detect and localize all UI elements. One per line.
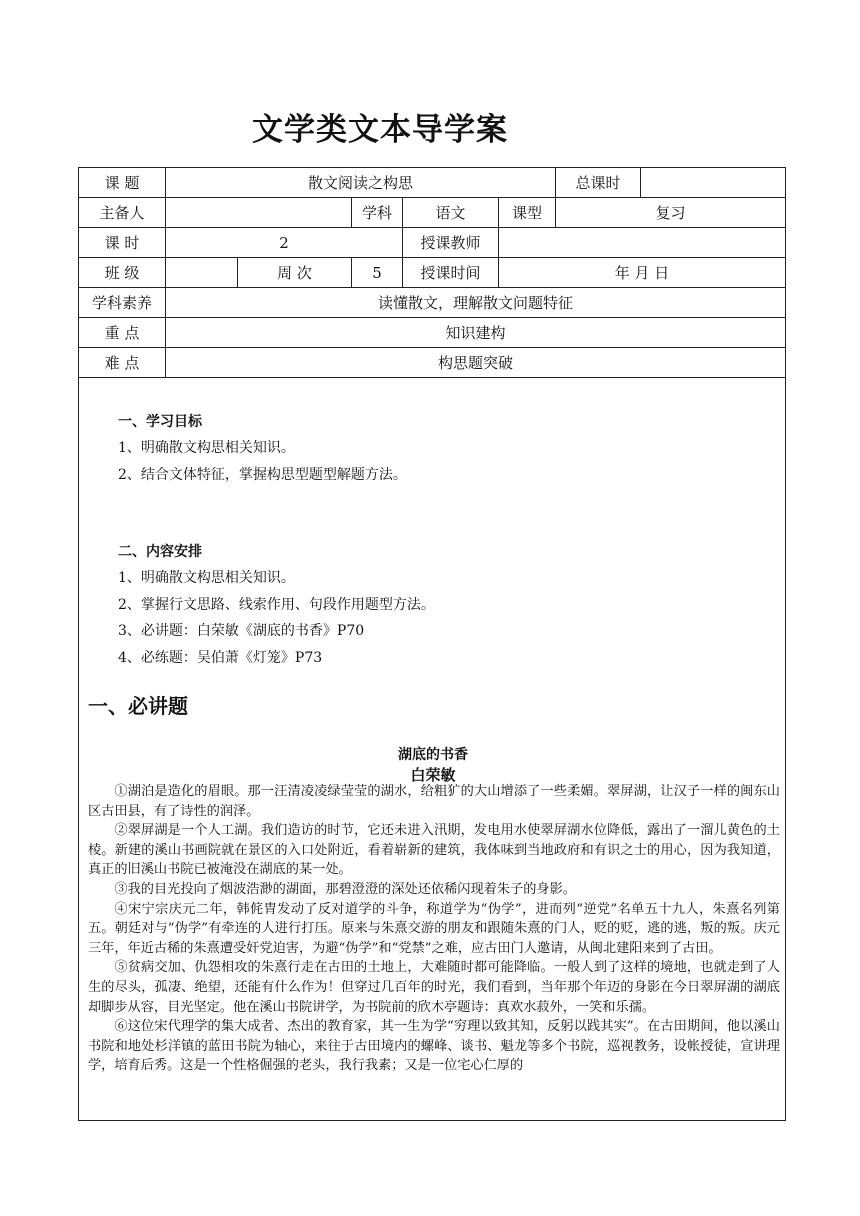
content-item: 2、掌握行文思路、线索作用、句段作用题型方法。 <box>118 597 435 613</box>
value-lesson-type: 复习 <box>556 198 786 228</box>
label-week: 周 次 <box>238 258 352 288</box>
value-total-hours <box>641 168 786 198</box>
value-periods: 2 <box>166 228 403 258</box>
content-item: 1、明确散文构思相关知识。 <box>118 570 295 586</box>
label-key-point: 重 点 <box>79 318 166 348</box>
article-paragraph: ⑥这位宋代理学的集大成者、杰出的教育家，其一生为学“穷理以致其知，反躬以践其实”。在古田期间，他以溪山书院和地处杉洋镇的蓝田书院为轴心，来往于古田境内的螺峰、谈书、魁龙等多个书院，巡视教务，设帐授徒，宣讲理学，培育后秀。这是一个性格倔强的老头，我行我素；又是一位宅心仁厚的 <box>88 1019 780 1074</box>
content-item: 3、必讲题：白荣敏《湖底的书香》P70 <box>118 623 365 639</box>
label-topic: 课 题 <box>79 168 166 198</box>
value-class <box>166 258 238 288</box>
value-teacher <box>499 228 786 258</box>
table-row <box>79 168 786 198</box>
value-preparer <box>166 198 352 228</box>
table-row <box>79 288 786 318</box>
objectives-heading: 一、学习目标 <box>118 414 202 430</box>
article-paragraph: ③我的目光投向了烟波浩渺的湖面，那碧澄澄的深处还依稀闪现着朱子的身影。 <box>114 881 576 897</box>
label-literacy: 学科素养 <box>79 288 166 318</box>
table-row <box>79 318 786 348</box>
table-row <box>79 228 786 258</box>
article-title: 湖底的书香 <box>398 747 468 763</box>
content-heading: 二、内容安排 <box>118 544 202 560</box>
label-teacher: 授课教师 <box>403 228 499 258</box>
article-paragraph: ④宋宁宗庆元二年，韩侂胄发动了反对道学的斗争，称道学为“伪学”，进而列“逆党”名单五十九人，朱熹名列第五。朝廷对与“伪学”有牵连的人进行打压。原来与朱熹交游的朋友和跟随朱熹的门人，贬的贬，逃的逃，叛的叛。庆元三年，年近古稀的朱熹遭受奸党迫害，为避“伪学”和“党禁”之难，应古田门人邀请，从闽北建阳来到了古田。 <box>88 901 780 956</box>
value-difficulty: 构思题突破 <box>166 348 786 378</box>
article-author: 白荣敏 <box>410 766 456 784</box>
label-preparer: 主备人 <box>79 198 166 228</box>
article-body <box>88 782 780 1076</box>
document-title: 文学类文本导学案 <box>252 112 508 148</box>
label-difficulty: 难 点 <box>79 348 166 378</box>
objective-item: 1、明确散文构思相关知识。 <box>118 440 295 456</box>
value-topic: 散文阅读之构思 <box>166 168 556 198</box>
label-total-hours: 总课时 <box>556 168 641 198</box>
article-paragraph: ⑤贫病交加、仇怨相攻的朱熹行走在古田的土地上，大难随时都可能降临。一般人到了这样的境地，也就走到了人生的尽头，孤凄、绝望，还能有什么作为！但穿过几百年的时光，我们看到，当年那个年迈的身影在今日翠屏湖的湖底却脚步从容，目光坚定。他在溪山书院讲学，为书院前的欣木亭题诗：真欢水菽外，一笑和乐孺。 <box>88 960 780 1015</box>
label-periods: 课 时 <box>79 228 166 258</box>
label-class-time: 授课时间 <box>403 258 499 288</box>
course-info-table <box>78 167 786 378</box>
table-row <box>79 198 786 228</box>
value-key-point: 知识建构 <box>166 318 786 348</box>
table-row <box>79 258 786 288</box>
value-subject: 语文 <box>403 198 499 228</box>
content-item: 4、必练题：吴伯萧《灯笼》P73 <box>118 650 323 666</box>
article-paragraph: ②翠屏湖是一个人工湖。我们造访的时节，它还未进入汛期，发电用水使翠屏湖水位降低，露出了一溜儿黄色的土棱。新建的溪山书画院就在景区的入口处附近，看着崭新的建筑，我体味到当地政府和有识之士的用心，因为我知道，真正的旧溪山书院已被淹没在湖底的某一处。 <box>88 823 780 878</box>
value-week: 5 <box>352 258 403 288</box>
objective-item: 2、结合文体特征，掌握构思型题型解题方法。 <box>118 467 407 483</box>
value-class-time: 年 月 日 <box>499 258 786 288</box>
value-literacy: 读懂散文，理解散文问题特征 <box>166 288 786 318</box>
table-row <box>79 348 786 378</box>
label-lesson-type: 课型 <box>499 198 556 228</box>
label-class: 班 级 <box>79 258 166 288</box>
article-paragraph: ①湖泊是造化的眉眼。那一汪清凌凌绿莹莹的湖水，给粗犷的大山增添了一些柔媚。翠屏湖，让汉子一样的闽东山区古田县，有了诗性的润泽。 <box>88 784 780 819</box>
label-subject: 学科 <box>352 198 403 228</box>
section-heading: 一、必讲题 <box>88 694 188 718</box>
